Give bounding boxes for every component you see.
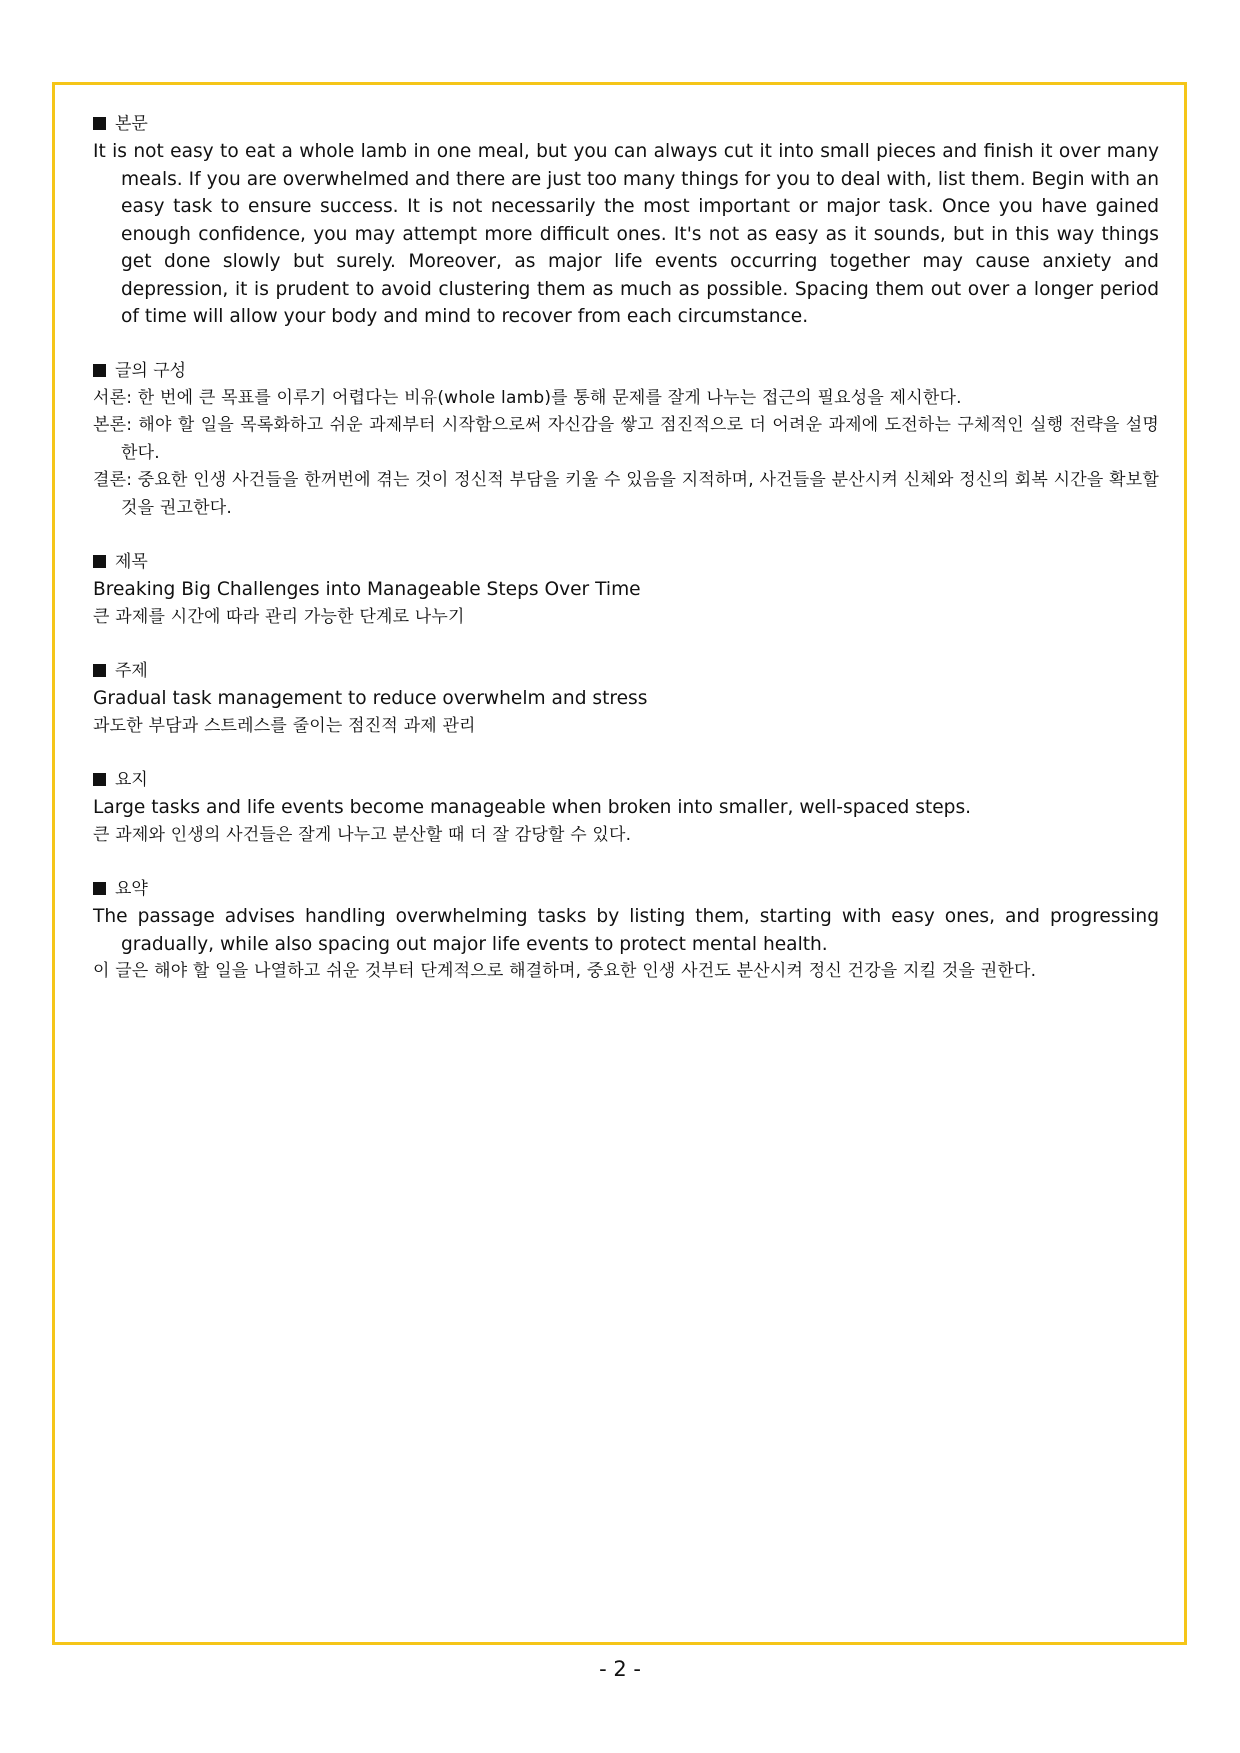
theme-english: Gradual task management to reduce overwhelm and stress — [93, 688, 648, 709]
square-bullet-icon — [93, 773, 106, 786]
summary-english: The passage advises handling overwhelming tasks by listing them, starting with easy ones, and progressing gradually, while also spacing out major life events to protect mental health. — [93, 906, 1159, 955]
section-heading — [93, 767, 1159, 794]
section-gist — [93, 767, 1159, 849]
section-heading-label: 제목 — [115, 552, 148, 572]
structure-intro: 서론: 한 번에 큰 목표를 이루기 어렵다는 비유(whole lamb)를 통해 문제를 잘게 나누는 접근의 필요성을 제시한다. — [93, 387, 962, 408]
structure-conclusion: 결론: 중요한 인생 사건들을 한꺼번에 겪는 것이 정신적 부담을 키울 수 있음을 지적하며, 사건들을 분산시켜 신체와 정신의 회복 시간을 확보할 것을 권고한다. — [93, 470, 1159, 518]
square-bullet-icon — [93, 664, 106, 677]
section-heading — [93, 549, 1159, 576]
body-paragraph: It is not easy to eat a whole lamb in one meal, but you can always cut it into small pieces and finish it over many meals. If you are overwhelmed and there are just too many things for you to deal with, list them. Begin with an easy task to ensure success. It is not necessarily the most important or major task. Once you have gained enough confidence, you may attempt more difficult ones. It's not as easy as it sounds, but in this way things get done slowly but surely. Moreover, as major life events occurring together may cause anxiety and depression, it is prudent to avoid clustering them as much as possible. Spacing them out over a longer period of time will allow your body and mind to recover from each circumstance. — [93, 141, 1159, 327]
section-summary — [93, 876, 1159, 986]
section-heading-label: 본문 — [115, 114, 148, 134]
section-heading — [93, 658, 1159, 685]
square-bullet-icon — [93, 882, 106, 895]
section-heading-label: 요약 — [115, 879, 148, 899]
section-heading — [93, 358, 1159, 385]
gist-korean: 큰 과제와 인생의 사건들은 잘게 나누고 분산할 때 더 잘 감당할 수 있다. — [93, 824, 632, 845]
theme-korean: 과도한 부담과 스트레스를 줄이는 점진적 과제 관리 — [93, 715, 476, 736]
section-theme — [93, 658, 1159, 740]
section-heading — [93, 876, 1159, 903]
square-bullet-icon — [93, 555, 106, 568]
square-bullet-icon — [93, 364, 106, 377]
title-english: Breaking Big Challenges into Manageable Steps Over Time — [93, 579, 641, 600]
section-structure — [93, 358, 1159, 523]
page-content — [93, 111, 1159, 1013]
section-heading-label: 글의 구성 — [115, 360, 187, 381]
section-heading-label: 요지 — [115, 770, 148, 790]
section-heading — [93, 111, 1159, 138]
page-number: - 2 - — [599, 1657, 641, 1681]
section-body — [93, 111, 1159, 331]
gist-english: Large tasks and life events become manageable when broken into smaller, well-spaced steps. — [93, 797, 972, 818]
square-bullet-icon — [93, 117, 106, 130]
section-heading-label: 주제 — [115, 661, 148, 681]
title-korean: 큰 과제를 시간에 따라 관리 가능한 단계로 나누기 — [93, 606, 465, 627]
structure-main: 본론: 해야 할 일을 목록화하고 쉬운 과제부터 시작함으로써 자신감을 쌓고 점진적으로 더 어려운 과제에 도전하는 구체적인 실행 전략을 설명한다. — [93, 415, 1159, 463]
section-title — [93, 549, 1159, 631]
summary-korean: 이 글은 해야 할 일을 나열하고 쉬운 것부터 단계적으로 해결하며, 중요한 인생 사건도 분산시켜 정신 건강을 지킬 것을 권한다. — [93, 961, 1037, 981]
